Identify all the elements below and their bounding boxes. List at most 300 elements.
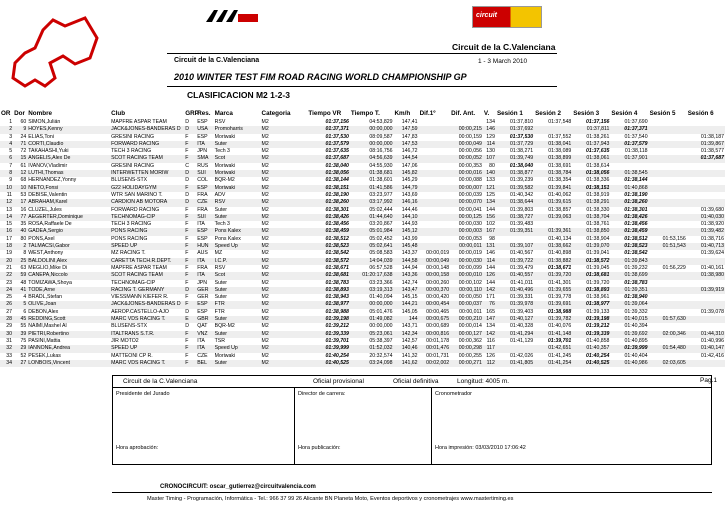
- table-cell: 53: [20, 191, 27, 198]
- column-header: Dif.1º: [419, 109, 436, 117]
- table-cell: TECH 3 RACING: [111, 148, 152, 155]
- table-cell: [687, 126, 725, 133]
- table-cell: 01:38,783: [624, 279, 648, 286]
- table-cell: 00:00,014: [458, 323, 482, 330]
- table-cell: 01:38,545: [610, 170, 648, 177]
- table-cell: 01:37,811: [572, 126, 610, 133]
- table-cell: 01:37,943: [572, 141, 610, 148]
- table-cell: 27: [13, 360, 27, 367]
- table-cell: TAKAHASHI,Yuki: [28, 148, 69, 155]
- table-cell: JACK&JONES-BANDERAS D: [110, 301, 184, 308]
- cronometrador-label: Cronometrador: [435, 391, 472, 397]
- table-cell: 12: [0, 199, 13, 206]
- table-cell: ESP: [197, 119, 208, 125]
- column-header: Categoria: [261, 109, 291, 117]
- table-cell: 145,15: [401, 294, 418, 301]
- table-cell: 01:41,148: [534, 331, 572, 338]
- table-cell: 01:37,552: [548, 133, 572, 140]
- table-cell: 05:38,397: [369, 337, 393, 344]
- table-cell: 72: [20, 148, 27, 155]
- column-header: GRP: [185, 109, 199, 117]
- table-cell: FRA: [197, 264, 208, 271]
- table-cell: I.C.P.: [214, 258, 261, 265]
- table-cell: 01:39,999: [307, 345, 350, 352]
- table-cell: Suter: [214, 316, 261, 323]
- table-cell: 01:38,118: [624, 148, 648, 155]
- table-cell: 35: [20, 221, 27, 228]
- table-cell: [419, 228, 451, 235]
- table-cell: MATTEONI CP R.: [111, 352, 153, 359]
- table-cell: 01:49,082: [350, 316, 394, 323]
- table-cell: Promoharris: [214, 126, 261, 133]
- table-cell: PONS,Axel: [28, 235, 55, 242]
- table-cell: 00:00,102: [458, 279, 482, 286]
- table-cell: 01:57,630: [649, 316, 687, 323]
- table-cell: M2: [261, 126, 308, 133]
- table-cell: 134: [486, 119, 495, 125]
- table-cell: [649, 228, 687, 235]
- table-cell: 01:39,078: [700, 308, 724, 315]
- table-cell: 10: [13, 185, 27, 192]
- table-cell: [649, 199, 687, 206]
- table-cell: 01:39,720: [586, 279, 610, 286]
- table-cell: 01:39,239: [510, 177, 534, 184]
- table-cell: 01:38,662: [534, 243, 572, 250]
- table-cell: 01:38,977: [572, 301, 610, 308]
- table-cell: 01:41,301: [548, 279, 572, 286]
- table-cell: 01:40,557: [496, 272, 534, 279]
- master-timing-credit: Master Timing - Programación, Informática - Tel.: 966 37 99 26 Alicante BN Planeta Moto, Eventos deportivos y cronometrajes www.mastertiming.es: [147, 496, 514, 502]
- table-cell: HERNANDEZ,Yonny: [28, 177, 77, 184]
- table-cell: 17: [6, 235, 13, 242]
- table-cell: 01:39,212: [586, 323, 610, 330]
- table-row: [0, 360, 725, 367]
- table-cell: 00:00,052: [450, 155, 483, 162]
- table-row: [0, 243, 725, 250]
- table-cell: [649, 192, 687, 199]
- table-cell: 01:40,394: [624, 323, 648, 330]
- table-cell: 131: [483, 243, 496, 250]
- table-cell: 142,34: [394, 331, 419, 338]
- table-cell: 143,69: [401, 191, 418, 198]
- table-cell: M2: [261, 308, 269, 315]
- table-cell: F: [184, 141, 196, 148]
- table-cell: E: [184, 316, 196, 323]
- table-cell: 01:40,254: [325, 352, 349, 359]
- table-cell: 01:38,671: [547, 264, 572, 271]
- table-cell: 11: [6, 191, 13, 198]
- table-cell: Suter: [214, 206, 228, 213]
- table-cell: 20:32,574: [369, 352, 393, 359]
- table-cell: ESP: [197, 235, 208, 242]
- table-cell: MZ: [214, 250, 223, 257]
- table-cell: TSR: [214, 337, 226, 344]
- table-cell: Suter: [214, 141, 261, 148]
- column-header: Sesión 5: [649, 109, 676, 117]
- table-cell: 01:40,404: [624, 352, 648, 359]
- table-cell: 00:00,148: [426, 264, 450, 271]
- table-cell: M2: [261, 141, 308, 148]
- table-cell: FRA: [197, 206, 208, 213]
- table-cell: M2: [261, 352, 269, 359]
- table-cell: 01:39,403: [510, 308, 534, 315]
- table-cell: 01:38,144: [624, 177, 648, 184]
- table-row: [0, 119, 725, 126]
- table-cell: 01:38,614: [586, 162, 610, 169]
- table-cell: 142,57: [401, 337, 418, 344]
- table-cell: 00:00,010: [450, 272, 483, 279]
- table-cell: 01:40,567: [510, 250, 534, 257]
- table-cell: TECHNOMAG-CIP: [111, 279, 156, 286]
- table-cell: 01:42,416: [700, 352, 724, 359]
- table-cell: 01:40,030: [687, 214, 725, 221]
- table-cell: 147: [483, 316, 496, 323]
- table-cell: 14: [0, 214, 13, 221]
- table-cell: [610, 163, 648, 170]
- table-cell: 26: [0, 301, 13, 308]
- table-cell: 143,47: [394, 287, 419, 294]
- table-cell: M2: [261, 301, 308, 308]
- table-cell: M2: [261, 272, 308, 279]
- table-row: [0, 141, 725, 148]
- table-cell: MZ RACING T.: [111, 250, 146, 257]
- table-cell: 75: [20, 337, 27, 344]
- table-cell: 01:38,988: [547, 308, 572, 315]
- table-cell: [419, 214, 451, 221]
- table-cell: D: [184, 199, 196, 206]
- table-cell: 00:00,003: [450, 228, 483, 235]
- column-header: Tiempo VR: [308, 109, 342, 117]
- table-cell: 01:38,330: [586, 206, 610, 213]
- table-row: [0, 163, 725, 170]
- table-cell: MAPFRE ASPAR TEAM: [111, 264, 167, 271]
- table-cell: 28: [0, 316, 13, 323]
- table-cell: [649, 272, 687, 279]
- table-cell: 01:39,063: [534, 214, 572, 221]
- table-cell: 144,10: [394, 214, 419, 221]
- table-cell: 71: [13, 141, 27, 148]
- table-cell: 00:00,816: [419, 331, 451, 338]
- table-row: [0, 331, 725, 338]
- table-cell: [649, 221, 687, 228]
- table-cell: GBR: [196, 316, 213, 323]
- table-cell: 140: [483, 170, 496, 177]
- table-cell: LONBOIS,Vincent: [27, 360, 110, 367]
- table-cell: F: [184, 272, 196, 279]
- table-row: [0, 236, 725, 243]
- table-cell: 01:38,456: [325, 221, 349, 228]
- table-cell: 03:23,366: [369, 279, 393, 286]
- table-cell: 01:37,687: [307, 155, 350, 162]
- table-cell: 146,72: [401, 148, 418, 155]
- table-cell: 01:38,577: [700, 148, 724, 155]
- table-cell: 01:37,579: [610, 141, 648, 148]
- table-cell: 112: [483, 360, 496, 367]
- table-cell: M2: [261, 360, 308, 367]
- table-row: [0, 185, 725, 192]
- table-cell: D: [184, 126, 196, 133]
- table-cell: PONS RACING: [110, 228, 184, 235]
- table-cell: 01:40,342: [510, 191, 534, 198]
- table-cell: GADEA,Sergio: [27, 228, 110, 235]
- table-cell: M2: [261, 148, 269, 155]
- table-cell: 00:00,675: [419, 316, 451, 323]
- table-cell: WTR SAN MARINO T.: [111, 191, 163, 198]
- table-cell: 00:00,158: [419, 272, 451, 279]
- table-cell: 01:38,301: [325, 206, 349, 213]
- table-cell: M2: [261, 294, 269, 301]
- table-cell: 01:39,351: [496, 228, 534, 235]
- table-row: [0, 353, 725, 360]
- table-cell: F: [184, 155, 196, 162]
- table-cell: 117: [483, 345, 496, 352]
- event-date: 1 - 3 March 2010: [478, 58, 528, 65]
- column-header: Res.: [197, 109, 211, 117]
- table-cell: 00:00,271: [450, 360, 483, 367]
- table-cell: TOMIZAWA,Shoya: [28, 279, 72, 286]
- table-row: [0, 338, 725, 345]
- table-cell: ITA: [196, 272, 213, 279]
- table-cell: JPN: [197, 279, 208, 286]
- column-header: OR: [1, 109, 11, 117]
- table-cell: TALMACSI,Gabor: [27, 243, 110, 250]
- table-cell: 01:38,980: [687, 272, 725, 279]
- table-cell: 01:37,371: [610, 126, 648, 133]
- table-cell: 130: [486, 148, 495, 155]
- table-cell: 00:00,049: [419, 258, 451, 265]
- table-cell: 45: [13, 316, 27, 323]
- table-cell: [419, 126, 451, 133]
- table-cell: 23: [6, 279, 13, 286]
- table-cell: 68: [20, 177, 27, 184]
- table-cell: ITA: [197, 221, 205, 228]
- table-cell: COL: [197, 177, 208, 184]
- table-cell: MARC VDS RACING T.: [110, 360, 184, 367]
- table-cell: 01:37,530: [325, 133, 349, 140]
- table-cell: 01:38,426: [610, 214, 648, 221]
- column-header: Sesión 6: [687, 109, 714, 117]
- table-cell: SUI: [196, 170, 213, 177]
- table-cell: 145,29: [401, 177, 418, 184]
- table-cell: 145,48: [394, 243, 419, 250]
- table-cell: Suter: [214, 360, 261, 367]
- table-cell: CARETTA TECH.R.DEPT.: [110, 258, 184, 265]
- table-cell: 01:37,729: [496, 141, 534, 148]
- table-cell: 48: [20, 279, 27, 286]
- table-cell: 01:40,147: [687, 345, 725, 352]
- table-row: [0, 170, 725, 177]
- table-cell: 00:00,210: [450, 316, 483, 323]
- table-cell: SPEED UP: [110, 345, 184, 352]
- table-cell: ROSA,Raffaele De: [28, 221, 72, 228]
- table-cell: 145,12: [394, 228, 419, 235]
- table-cell: 01:39,232: [624, 264, 648, 271]
- table-cell: 01:39,867: [687, 141, 725, 148]
- table-cell: 144,94: [401, 264, 418, 271]
- table-cell: 01:40,357: [572, 345, 610, 352]
- table-cell: 52: [20, 352, 27, 359]
- table-cell: [687, 301, 725, 308]
- table-cell: 00:00,053: [458, 235, 482, 242]
- table-cell: 143,37: [401, 250, 418, 257]
- table-cell: M2: [261, 185, 308, 192]
- table-cell: C: [185, 162, 189, 169]
- footer-circuit: Circuit de la C.Valenciana: [123, 378, 198, 385]
- table-cell: PESEK,Lukas: [28, 352, 61, 359]
- table-cell: RACING T. GERMANY: [110, 287, 184, 294]
- table-cell: 01:40,496: [496, 287, 534, 294]
- table-cell: 00:01,731: [426, 352, 450, 359]
- table-cell: 01:56,229: [662, 264, 686, 271]
- table-cell: Pons Kalex: [214, 228, 261, 235]
- table-cell: 01:38,899: [534, 155, 572, 162]
- table-cell: 107: [483, 155, 496, 162]
- table-cell: [649, 155, 687, 162]
- table-cell: 146: [483, 126, 496, 133]
- table-cell: 144,54: [394, 155, 419, 162]
- table-cell: REDDING,Scott: [27, 316, 110, 323]
- table-cell: 156: [483, 214, 496, 221]
- table-cell: F: [185, 294, 189, 301]
- table-cell: PONS RACING: [111, 235, 148, 242]
- table-cell: 00:00,420: [426, 294, 450, 301]
- table-cell: M2: [261, 133, 269, 140]
- table-cell: F: [185, 250, 189, 257]
- table-cell: 10: [0, 185, 13, 192]
- table-cell: 00:00,353: [458, 162, 482, 169]
- table-cell: 116: [486, 337, 495, 344]
- motogp-logo: [200, 4, 260, 28]
- table-cell: 00:00,215: [450, 126, 483, 133]
- column-header: V.: [483, 109, 490, 117]
- table-cell: 00:00,465: [426, 308, 450, 315]
- table-cell: ITA: [196, 141, 213, 148]
- table-cell: F: [185, 337, 189, 344]
- table-cell: 59: [13, 272, 27, 279]
- table-cell: 01:41,011: [510, 279, 534, 286]
- table-cell: 147,41: [401, 119, 418, 125]
- table-cell: D: [184, 287, 196, 294]
- table-cell: 142: [483, 287, 496, 294]
- table-cell: 01:38,681: [572, 272, 610, 279]
- table-cell: 30: [0, 331, 13, 338]
- table-cell: 01:38,291: [572, 199, 610, 206]
- table-cell: 98: [489, 235, 495, 242]
- table-cell: 00:00,019: [426, 250, 450, 257]
- table-cell: 01:37,548: [548, 119, 572, 125]
- table-cell: 01:38,190: [325, 191, 349, 198]
- table-cell: 80: [20, 235, 27, 242]
- table-cell: 141,32: [401, 352, 418, 359]
- table-cell: 144,93: [401, 221, 418, 228]
- table-cell: ITA: [197, 337, 205, 344]
- table-cell: Moriwaki: [214, 170, 261, 177]
- table-cell: 06:57,528: [369, 264, 393, 271]
- table-cell: 01:39,749: [496, 155, 534, 162]
- table-cell: M2: [261, 323, 269, 330]
- table-cell: [649, 185, 687, 192]
- table-cell: ELIAS,Toni: [28, 133, 54, 140]
- table-cell: [649, 258, 687, 265]
- table-cell: LUTHI,Thomas: [27, 170, 110, 177]
- column-header: Tiempo T.: [350, 109, 380, 117]
- table-cell: 05:02,452: [369, 235, 393, 242]
- table-cell: 33: [6, 352, 13, 359]
- table-cell: 32: [0, 345, 13, 352]
- table-cell: [419, 236, 451, 243]
- table-cell: M2: [261, 345, 308, 352]
- table-cell: 126: [486, 352, 495, 359]
- table-cell: Moriwaki: [214, 133, 236, 140]
- table-cell: F: [185, 133, 189, 140]
- table-cell: 147,53: [394, 141, 419, 148]
- table-cell: [649, 250, 687, 257]
- table-cell: G22 HOLIDAYGYM: [110, 185, 184, 192]
- table-cell: HOYES,Kenny: [27, 126, 110, 133]
- table-cell: Speed Up: [214, 345, 261, 352]
- table-cell: [649, 119, 687, 126]
- table-cell: M2: [261, 337, 269, 344]
- table-cell: SUI: [196, 214, 213, 221]
- table-cell: 01:40,076: [548, 323, 572, 330]
- table-cell: 00:00,099: [458, 264, 482, 271]
- table-cell: 61: [20, 162, 27, 169]
- circuit-title: Circuit de la C.Valenciana: [452, 42, 556, 52]
- table-cell: M2: [261, 191, 269, 198]
- table-cell: 77: [13, 214, 27, 221]
- table-cell: 00:00,070: [450, 199, 483, 206]
- table-cell: 144: [394, 316, 419, 323]
- table-cell: 01:38,988: [325, 308, 349, 315]
- table-cell: Suter: [214, 214, 261, 221]
- table-cell: 01:38,542: [325, 250, 349, 257]
- table-cell: 01:54,480: [649, 345, 687, 352]
- table-cell: CZE: [196, 199, 213, 206]
- table-cell: JPN: [197, 148, 208, 155]
- table-cell: 01:40,062: [548, 191, 572, 198]
- table-cell: 01:38,512: [325, 235, 349, 242]
- table-cell: 121: [483, 185, 496, 192]
- column-header: Km/h: [394, 109, 411, 117]
- table-cell: CANEPA,Niccolo: [27, 272, 110, 279]
- table-cell: [649, 177, 687, 184]
- table-row: [0, 214, 725, 221]
- table-cell: 143,71: [401, 323, 418, 330]
- table-cell: 01:38,904: [586, 235, 610, 242]
- table-cell: 01:40,254: [586, 352, 610, 359]
- table-cell: 114: [483, 141, 496, 148]
- table-cell: 01:40,525: [307, 360, 350, 367]
- table-cell: 01:52,032: [350, 345, 394, 352]
- table-cell: 01:39,351: [610, 287, 648, 294]
- table-cell: 40: [13, 228, 27, 235]
- table-cell: SIMON,Julián: [28, 119, 61, 125]
- table-cell: Suter: [214, 279, 228, 286]
- table-cell: 15: [6, 221, 13, 228]
- table-cell: [419, 207, 451, 214]
- table-cell: 01:38,261: [586, 133, 610, 140]
- table-cell: Suter: [214, 331, 261, 338]
- table-cell: IVANOV,Vladimir: [28, 162, 68, 169]
- table-cell: [687, 323, 725, 330]
- table-cell: 03:20,867: [369, 221, 393, 228]
- table-cell: NAIMI,Mashel Al: [28, 323, 67, 330]
- table-cell: 12: [13, 170, 27, 177]
- table-cell: 01:41,129: [510, 337, 534, 344]
- table-cell: CZE: [197, 352, 208, 359]
- table-cell: [649, 353, 687, 360]
- table-cell: 01:38,681: [350, 170, 394, 177]
